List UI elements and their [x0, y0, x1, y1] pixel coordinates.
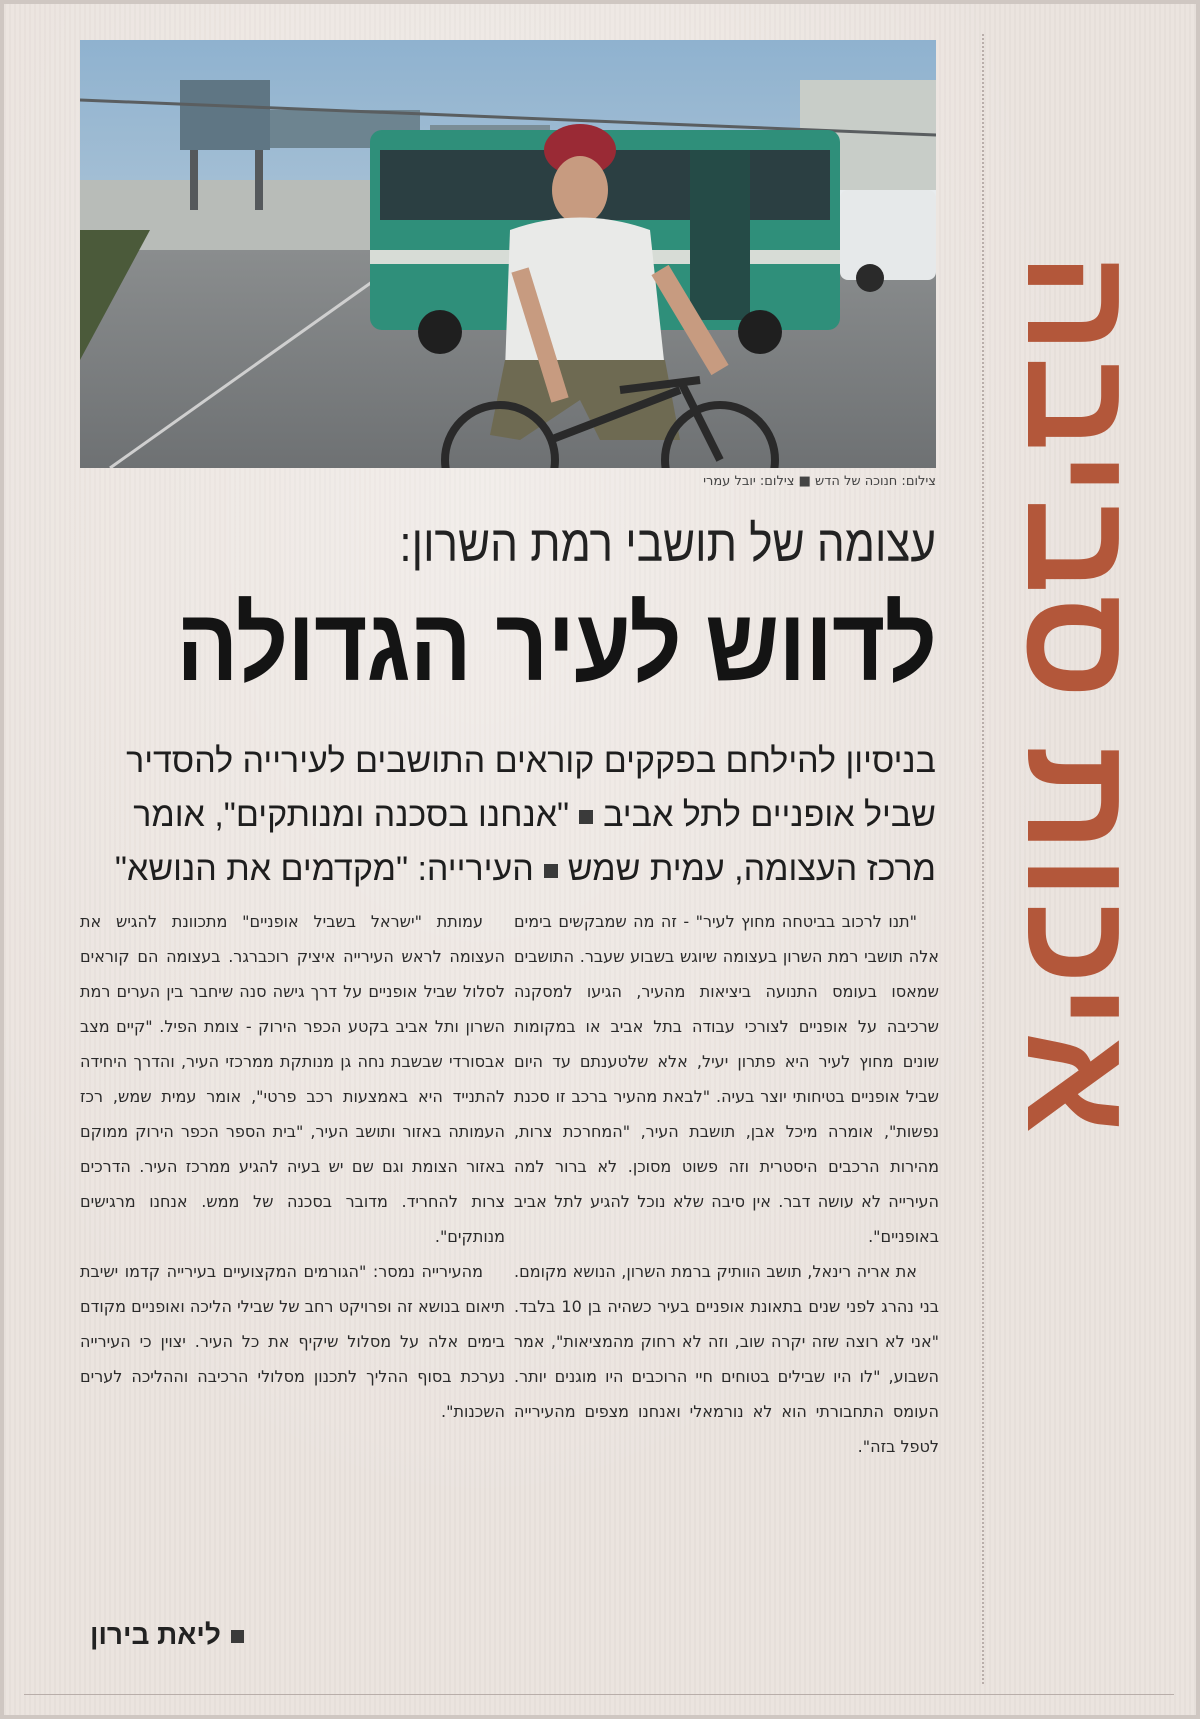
article-deck [80, 734, 936, 896]
deck-segment: העירייה: "מקדמים את הנושא" [114, 850, 534, 888]
bullet-square-icon [544, 864, 558, 878]
bullet-square-icon [231, 1630, 244, 1643]
author-name: ליאת בירון [90, 1619, 221, 1650]
article-column-left [80, 904, 505, 1584]
article-kicker: עצומה של תושבי רמת השרון: [399, 516, 936, 573]
deck-segment: "אנחנו בסכנה ומנותקים", אומר [133, 796, 570, 834]
article-photo [80, 40, 936, 468]
body-paragraph: עמותת "ישראל בשביל אופניים" מתכוונת להגיש את העצומה לראש העירייה איציק רוכברגר. בעצומה הם קוראים לסלול שביל אופניים על דרך גישה סנה שיחבר בין הערים רמת השרון ותל אביב בקטע הכפר הירוק - צומת הפיל. "קיים מצב אבסורדי שבשבת נחה גן מנותקת ממרכזי העיר, והדרך היחידה להתנייד היא באמצעות רכב פרטי", אומר עמית שמש, רכז העמותה באזור ותושב העיר, "בית הספר הכפר הירוק ממוקם באזור הצומת וגם שם יש בעיה להגיע ממרכז העיר. הדרכים צרות להחריד. מדובר בסכנה של ממש. אנחנו מרגישים מנותקים". [80, 912, 505, 1246]
deck-segment: שביל אופניים לתל אביב [603, 796, 936, 834]
deck-line [80, 788, 936, 842]
deck-segment: מרכז העצומה, עמית שמש [567, 850, 936, 888]
photo-credit: צילום: חנוכה של הדש ■ צילום: יובל עמרי [703, 474, 936, 489]
bottom-rule [24, 1694, 1174, 1695]
newspaper-clipping [4, 4, 1196, 1715]
section-label: איכות סביבה [996, 252, 1164, 1136]
body-paragraph: את אריה רינאל, תושב הוותיק ברמת השרון, הנושא מקומם. בני נהרג לפני שנים בתאונת אופניים בעיר כשהיה בן 10 בלבד. "אני לא רוצה שזה יקרה שוב, וזה לא רחוק מהמציאות", אמר השבוע, "לו היו שבילים בטוחים חיי הרוכבים היו מוגנים יותר. העומס התחבורתי הוא לא נורמאלי ואנחנו מצפים מהעירייה לטפל בזה". [514, 1262, 939, 1456]
author-byline [90, 1619, 244, 1651]
article-column-right [514, 904, 939, 1464]
deck-line: בניסיון להילחם בפקקים קוראים התושבים לעירייה להסדיר [126, 742, 936, 780]
column-divider [982, 34, 984, 1684]
body-paragraph: "תנו לרכוב בביטחה מחוץ לעיר" - זה מה שמבקשים בימים אלה תושבי רמת השרון בעצומה שיוגש בשבוע שעבר. התושבים שמאסו בעומס התנועה ביציאות מהעיר, הגיעו למסקנה שרכיבה על אופניים לצורכי עבודה בתל אביב או במקומות שונים מחוץ לעיר היא פתרון יעיל, אלא שלטענתם עד היום שביל אופניים בטיחותי יוצר בעיה. "לבאת מהעיר ברכב זו סכנת נפשות", אומרה מיכל אבן, תושבת העיר, "המחרכת צרות, מהירות הרכבים היסטרית וזה פשוט מסוכן. לא ברור למה העירייה לא עושה דבר. אין סיבה שלא נוכל להגיע לתל אביב באופניים". [514, 912, 939, 1246]
body-paragraph: מהעירייה נמסר: "הגורמים המקצועיים בעירייה קדמו ישיבת תיאום בנושא זה ופרויקט רחב של שבילי הליכה ואופניים מקודם בימים אלה על מסלול שיקיף את כל העיר. יצוין כי העירייה נערכת בסוף ההליך לתכנון מסלולי הרכיבה וההליכה לערים השכנות". [80, 1262, 505, 1421]
cyclist-photo-illustration [80, 40, 936, 468]
article-headline: לדווש לעיר הגדולה [176, 588, 936, 703]
deck-line [80, 842, 936, 896]
section-header [996, 154, 1164, 1234]
bullet-square-icon [579, 810, 593, 824]
